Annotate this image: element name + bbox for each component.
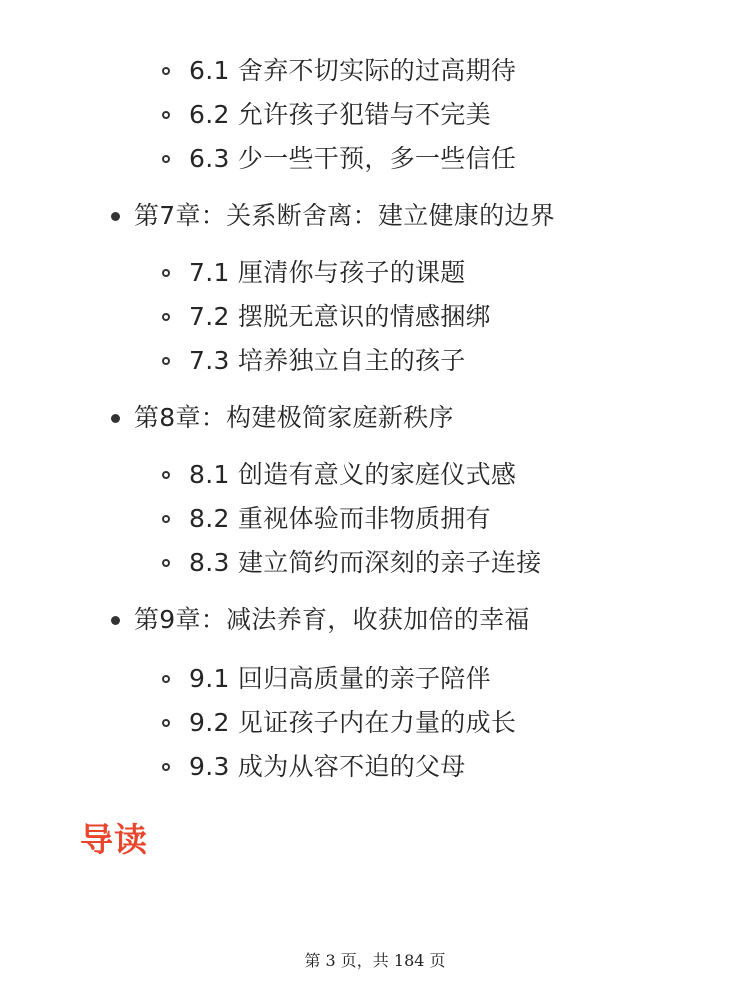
toc-entry-7-2[interactable]: 7.2 摆脱无意识的情感捆绑 bbox=[189, 302, 491, 331]
hollow-bullet-icon bbox=[162, 269, 170, 277]
toc-entry-8-2[interactable]: 8.2 重视体验而非物质拥有 bbox=[189, 504, 491, 533]
filled-bullet-icon bbox=[111, 616, 120, 625]
hollow-bullet-icon bbox=[162, 471, 170, 479]
hollow-bullet-icon bbox=[162, 515, 170, 523]
hollow-bullet-icon bbox=[162, 357, 170, 365]
hollow-bullet-icon bbox=[162, 763, 170, 771]
hollow-bullet-icon bbox=[162, 559, 170, 567]
toc-entry-6-1[interactable]: 6.1 舍弃不切实际的过高期待 bbox=[189, 56, 517, 85]
section-heading: 导读 bbox=[80, 820, 148, 859]
toc-entry-7-1[interactable]: 7.1 厘清你与孩子的课题 bbox=[189, 258, 466, 287]
toc-entry-9-2[interactable]: 9.2 见证孩子内在力量的成长 bbox=[189, 708, 517, 737]
toc-chapter-8[interactable]: 第8章：构建极简家庭新秩序 bbox=[134, 403, 454, 432]
filled-bullet-icon bbox=[111, 414, 120, 423]
toc-entry-6-3[interactable]: 6.3 少一些干预，多一些信任 bbox=[189, 144, 517, 173]
hollow-bullet-icon bbox=[162, 155, 170, 163]
toc-chapter-7[interactable]: 第7章：关系断舍离：建立健康的边界 bbox=[134, 201, 556, 230]
toc-chapter-9[interactable]: 第9章：减法养育，收获加倍的幸福 bbox=[134, 605, 530, 634]
hollow-bullet-icon bbox=[162, 719, 170, 727]
toc-entry-9-1[interactable]: 9.1 回归高质量的亲子陪伴 bbox=[189, 664, 491, 693]
filled-bullet-icon bbox=[111, 212, 120, 221]
page-number: 第 3 页，共 184 页 bbox=[304, 951, 446, 970]
hollow-bullet-icon bbox=[162, 313, 170, 321]
hollow-bullet-icon bbox=[162, 67, 170, 75]
hollow-bullet-icon bbox=[162, 675, 170, 683]
toc-entry-6-2[interactable]: 6.2 允许孩子犯错与不完美 bbox=[189, 100, 491, 129]
toc-entry-7-3[interactable]: 7.3 培养独立自主的孩子 bbox=[189, 346, 466, 375]
hollow-bullet-icon bbox=[162, 111, 170, 119]
toc-entry-8-3[interactable]: 8.3 建立简约而深刻的亲子连接 bbox=[189, 548, 542, 577]
toc-entry-8-1[interactable]: 8.1 创造有意义的家庭仪式感 bbox=[189, 460, 517, 489]
toc-entry-9-3[interactable]: 9.3 成为从容不迫的父母 bbox=[189, 752, 466, 781]
